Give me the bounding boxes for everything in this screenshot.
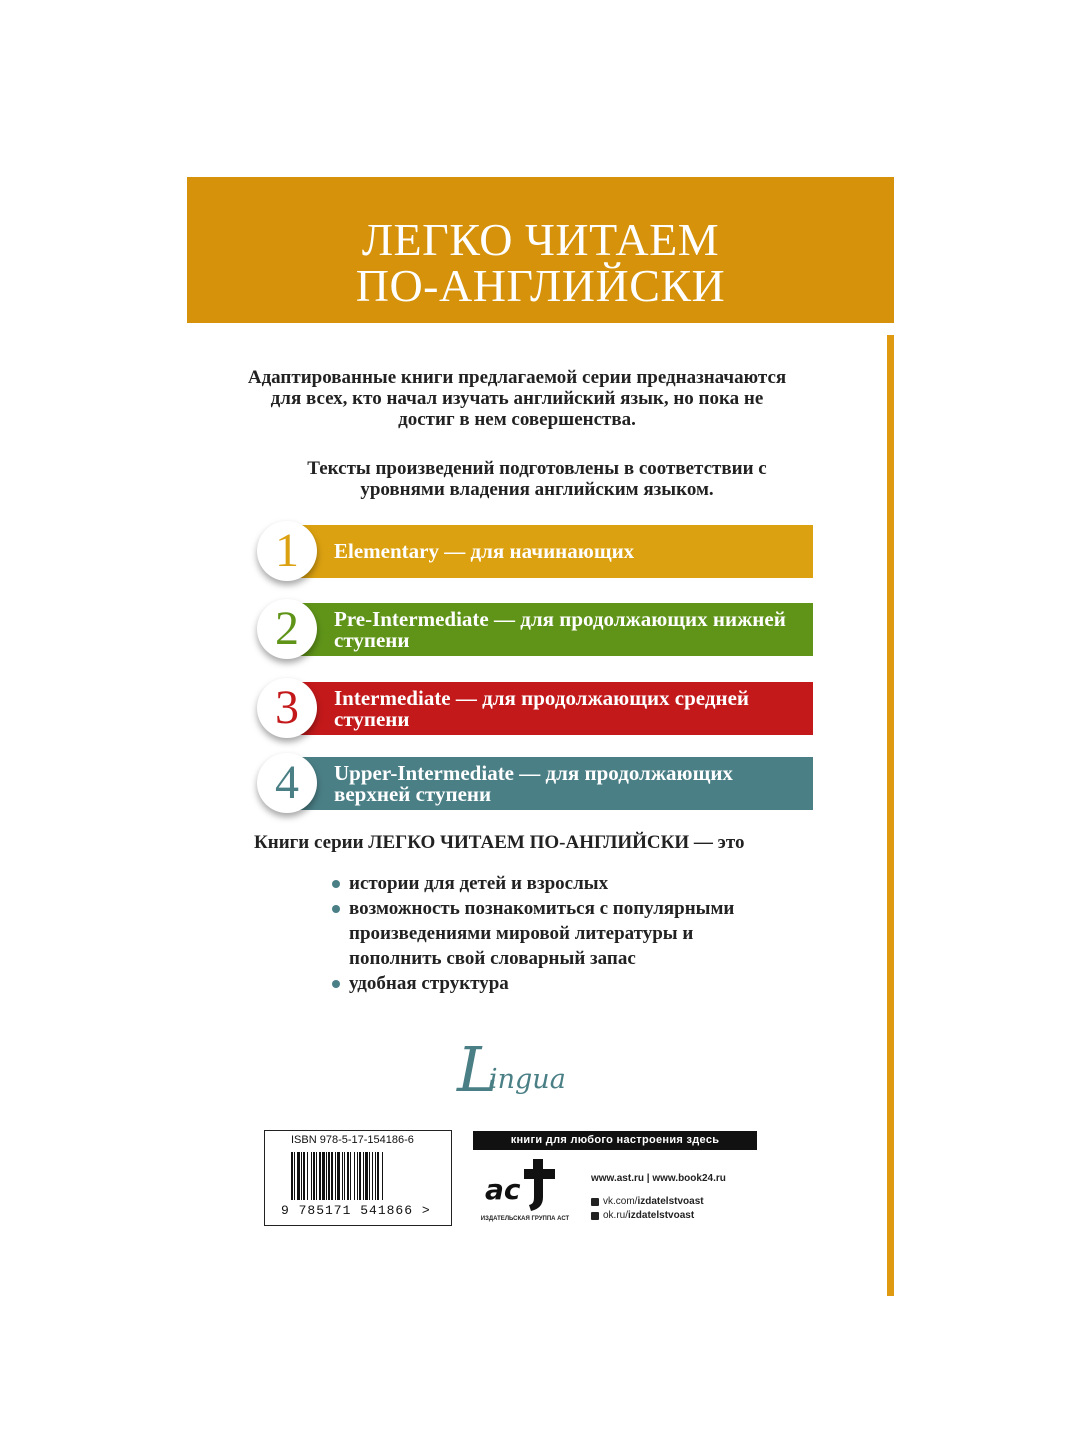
feature-list	[331, 871, 751, 996]
level-3	[257, 682, 813, 735]
barcode-bar	[377, 1152, 379, 1200]
level-1-text: Elementary — для начинающих	[334, 539, 635, 563]
barcode-bar	[322, 1152, 325, 1200]
ok-handle: izdatelstvoast	[628, 1210, 695, 1221]
barcode-bar	[301, 1152, 302, 1200]
level-1-number: 1	[257, 521, 317, 581]
bullet-dot-icon	[332, 980, 340, 988]
ok-contact	[591, 1210, 766, 1221]
barcode-bar	[319, 1152, 321, 1200]
barcode-bar	[357, 1152, 358, 1200]
cover-title-line1: ЛЕГКО ЧИТАЕМ	[361, 214, 720, 265]
cover-header	[187, 177, 894, 323]
barcode-bar	[354, 1152, 355, 1200]
spine-stripe	[887, 335, 894, 1296]
lingua-logo-text: ingua	[489, 1064, 566, 1095]
level-3-number: 3	[257, 678, 317, 738]
level-3-text: Intermediate — для продолжающих средней ступени	[334, 685, 749, 731]
vk-prefix: vk.com/	[603, 1196, 638, 1207]
barcode-bar	[342, 1152, 343, 1200]
series-description: Книги серии ЛЕГКО ЧИТАЕМ ПО-АНГЛИЙСКИ — это	[254, 832, 745, 853]
bullet-dot-icon	[332, 880, 340, 888]
list-item-text: удобная структура	[349, 973, 509, 994]
vk-handle: izdatelstvoast	[637, 1196, 704, 1207]
lingua-logo-initial: L	[457, 1033, 499, 1106]
barcode-bar	[359, 1152, 361, 1200]
barcode-bar	[316, 1152, 317, 1200]
ast-logo-subtitle: ИЗДАТЕЛЬСКАЯ ГРУППА АСТ	[480, 1216, 570, 1222]
isbn-barcode-box	[264, 1130, 452, 1226]
lingua-logo	[457, 1033, 587, 1111]
barcode-bar	[382, 1152, 383, 1200]
isbn-label: ISBN 978-5-17-154186-6	[291, 1134, 414, 1146]
level-2-number: 2	[257, 599, 317, 659]
barcode-bar	[328, 1152, 330, 1200]
barcode-bar	[331, 1152, 333, 1200]
barcode-bar	[335, 1152, 336, 1200]
barcode-bar	[307, 1152, 308, 1200]
barcode-icon	[291, 1152, 431, 1200]
ok-icon	[591, 1212, 599, 1220]
barcode-bar	[294, 1152, 295, 1200]
list-item-text: возможность познакомиться с популярными произведениями мировой литературы и пополнить свой словарный запас	[349, 898, 735, 969]
ast-logo-icon	[485, 1155, 565, 1213]
list-item-text: истории для детей и взрослых	[349, 873, 609, 894]
level-4-number: 4	[257, 753, 317, 813]
barcode-bar	[313, 1152, 315, 1200]
barcode-bar	[365, 1152, 368, 1200]
svg-text:ac: ac	[485, 1173, 521, 1206]
list-item	[331, 971, 751, 996]
level-4	[257, 757, 813, 810]
barcode-bar	[350, 1152, 351, 1200]
list-item	[331, 871, 751, 896]
barcode-bar	[363, 1152, 364, 1200]
barcode-bar	[326, 1152, 327, 1200]
isbn-digits: 9 785171 541866 >	[281, 1203, 431, 1218]
vk-icon	[591, 1198, 599, 1206]
barcode-bar	[347, 1152, 349, 1200]
barcode-bar	[375, 1152, 376, 1200]
publisher-tagline: книги для любого настроения здесь	[473, 1131, 757, 1150]
intro-paragraph-2: Тексты произведений подготовлены в соответствии с уровнями владения английским языком.	[307, 458, 767, 500]
level-4-text: Upper-Intermediate — для продолжающих верхней ступени	[334, 760, 733, 806]
publisher-contacts	[591, 1173, 766, 1224]
vk-contact	[591, 1196, 766, 1207]
cover-title-line2: ПО-АНГЛИЙСКИ	[355, 260, 726, 311]
barcode-bar	[311, 1152, 312, 1200]
barcode-bar	[344, 1152, 345, 1200]
barcode-bar	[291, 1152, 293, 1200]
book-back-cover	[187, 177, 894, 1296]
list-item	[331, 896, 751, 971]
level-1	[257, 525, 813, 578]
publisher-websites: www.ast.ru | www.book24.ru	[591, 1173, 726, 1184]
level-2	[257, 603, 813, 656]
barcode-bar	[297, 1152, 300, 1200]
bullet-dot-icon	[332, 905, 340, 913]
barcode-bar	[372, 1152, 373, 1200]
barcode-bar	[337, 1152, 340, 1200]
intro-paragraph-1: Адаптированные книги предлагаемой серии предназначаются для всех, кто начал изучать английский язык, но пока не достиг в нем совершенства.	[247, 367, 787, 430]
barcode-bar	[303, 1152, 305, 1200]
level-2-text: Pre-Intermediate — для продолжающих нижней ступени	[334, 606, 786, 652]
barcode-bar	[369, 1152, 370, 1200]
ok-prefix: ok.ru/	[603, 1210, 629, 1221]
